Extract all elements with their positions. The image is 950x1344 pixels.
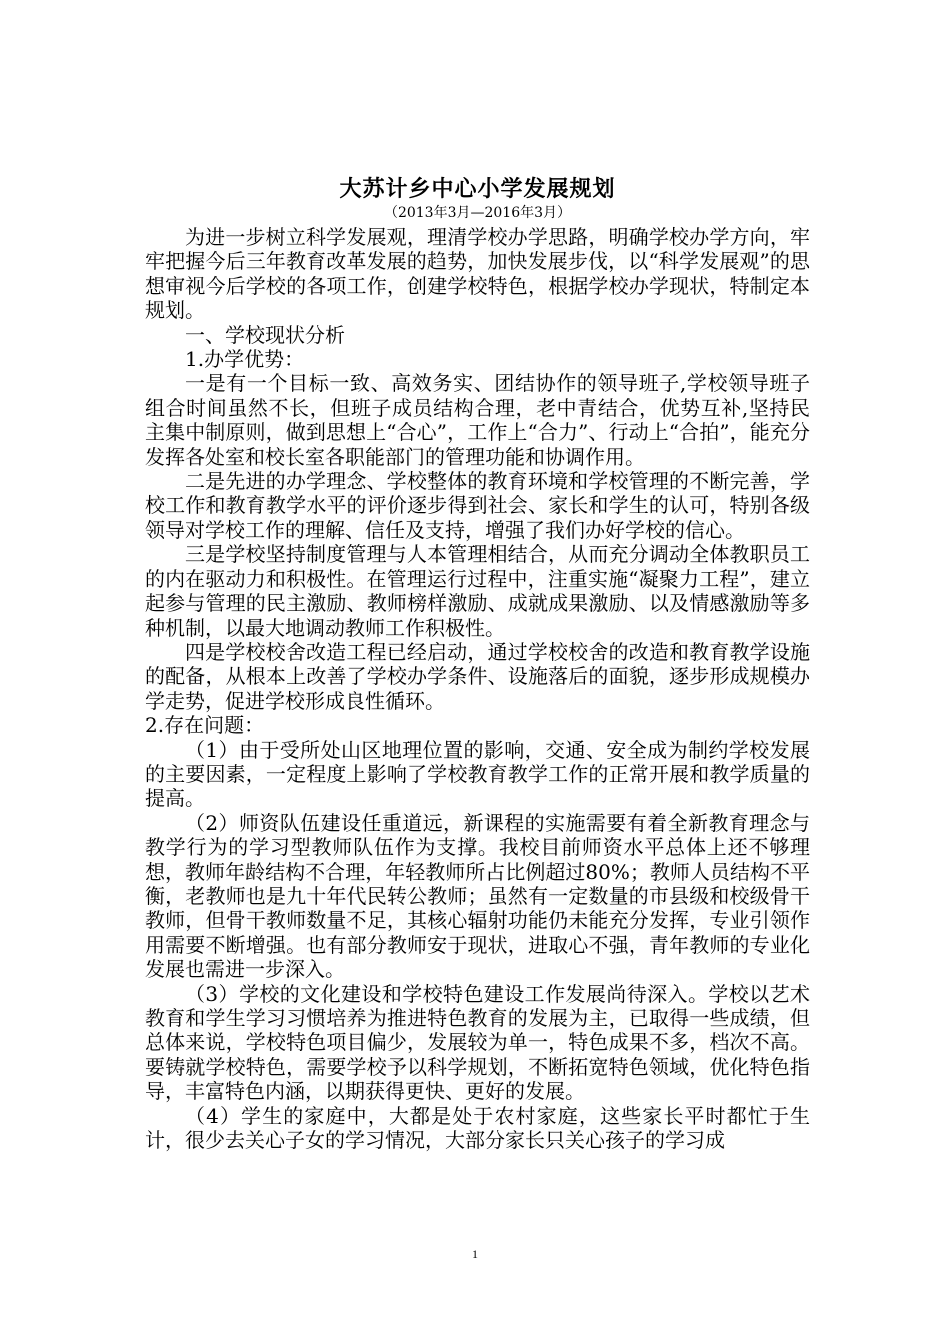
problem-paragraph-2: （2）师资队伍建设任重道远，新课程的实施需要有着全新教育理念与教学行为的学习型教师队伍作为支撑。我校目前师资水平总体上还不够理想，教师年龄结构不合理，年轻教师所占比例超过80%；教师人员结构不平衡，老教师也是九十年代民转公教师；虽然有一定数量的市县级和校级骨干教师，但骨干教师数量不足，其核心辐射功能仍未能充分发挥，专业引领作用需要不断增强。也有部分教师安于现状，进取心不强，青年教师的专业化发展也需进一步深入。 [145, 810, 810, 982]
advantage-paragraph-2: 二是先进的办学理念、学校整体的教育环境和学校管理的不断完善，学校工作和教育教学水平的评价逐步得到社会、家长和学生的认可，特别各级领导对学校工作的理解、信任及支持，增强了我们办好学校的信心。 [145, 469, 810, 542]
subsection-heading-problems: 2.存在问题： [145, 713, 265, 738]
document-subtitle: （2013年3月—2016年3月） [383, 205, 572, 221]
subsection-heading-advantages: 1.办学优势： [185, 347, 305, 372]
page-number: 1 [472, 1247, 478, 1261]
problem-paragraph-4: （4）学生的家庭中，大都是处于农村家庭，这些家长平时都忙于生计，很少去关心子女的学习情况，大部分家长只关心孩子的学习成 [145, 1103, 810, 1153]
section-heading-status-analysis: 一、学校现状分析 [185, 322, 345, 347]
advantage-paragraph-4: 四是学校校舍改造工程已经启动，通过学校校舍的改造和教育教学设施的配备，从根本上改善了学校办学条件、设施落后的面貌，逐步形成规模办学走势，促进学校形成良性循环。 [145, 639, 810, 713]
advantage-paragraph-1: 一是有一个目标一致、高效务实、团结协作的领导班子,学校领导班子组合时间虽然不长，但班子成员结构合理，老中青结合，优势互补,坚持民主集中制原则，做到思想上“合心”，工作上“合力”、行动上“合拍”，能充分发挥各处室和校长室各职能部门的管理功能和协调作用。 [145, 371, 810, 469]
problem-paragraph-1: （1）由于受所处山区地理位置的影响，交通、安全成为制约学校发展的主要因素，一定程度上影响了学校教育教学工作的正常开展和教学质量的提高。 [145, 737, 810, 811]
problem-paragraph-3: （3）学校的文化建设和学校特色建设工作发展尚待深入。学校以艺术教育和学生学习习惯培养为推进特色教育的发展为主，已取得一些成绩，但总体来说，学校特色项目偏少，发展较为单一，特色成果不多，档次不高。要铸就学校特色，需要学校予以科学规划，不断拓宽特色领域，优化特色指导，丰富特色内涵，以期获得更快、更好的发展。 [145, 981, 810, 1104]
document-body [145, 175, 810, 1152]
document-title: 大苏计乡中心小学发展规划 [339, 176, 616, 202]
intro-paragraph: 为进一步树立科学发展观，理清学校办学思路，明确学校办学方向，牢牢把握今后三年教育改革发展的趋势，加快发展步伐，以“科学发展观”的思想审视今后学校的各项工作，创建学校特色，根据学校办学现状，特制定本规划。 [145, 225, 810, 323]
advantage-paragraph-3: 三是学校坚持制度管理与人本管理相结合，从而充分调动全体教职员工的内在驱动力和积极性。在管理运行过程中，注重实施“凝聚力工程”，建立起参与管理的民主激励、教师榜样激励、成就成果激励、以及情感激励等多种机制，以最大地调动教师工作积极性。 [145, 542, 810, 640]
